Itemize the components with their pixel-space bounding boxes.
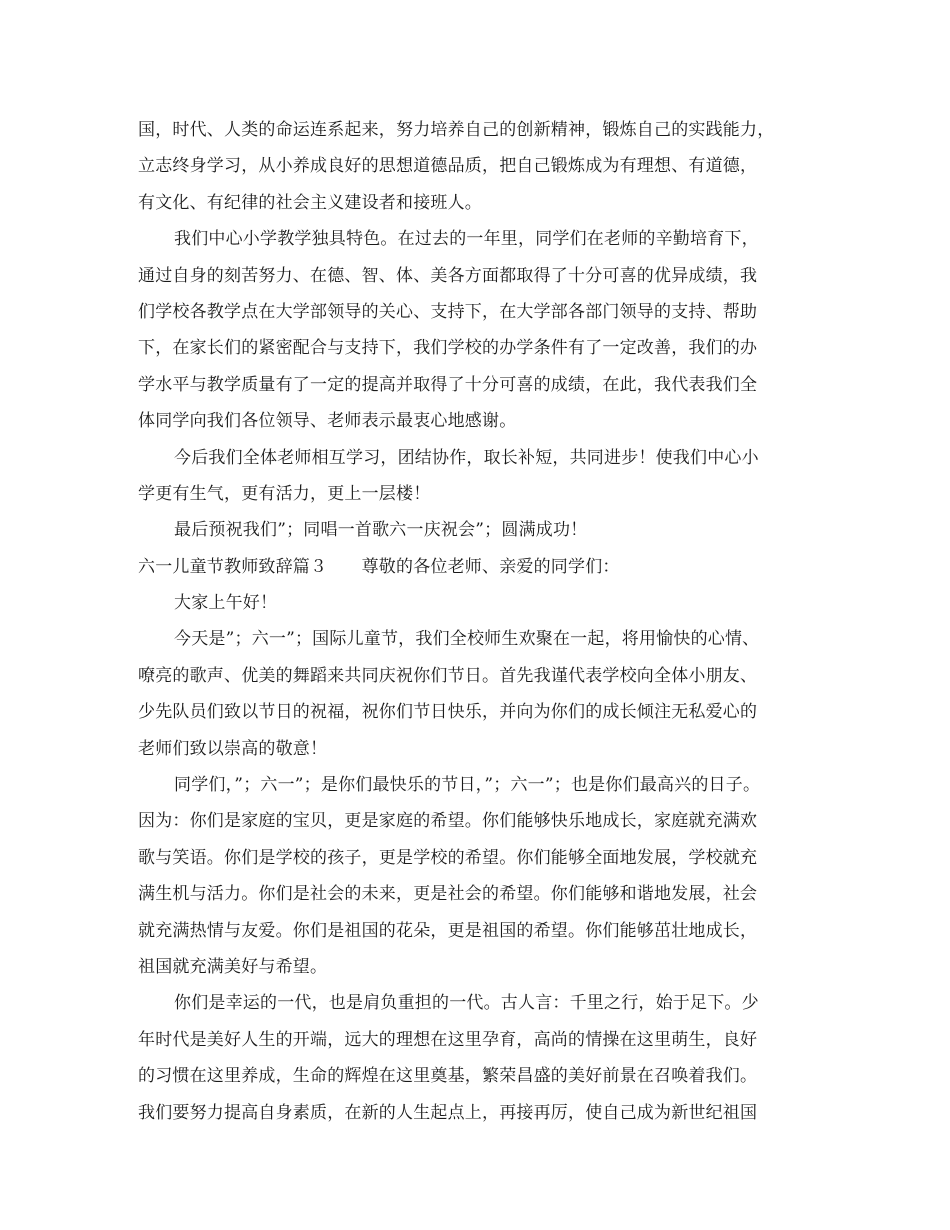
text-line: 体同学向我们各位领导、老师表示最衷心地感谢。 bbox=[138, 411, 517, 432]
text-line: 少先队员们致以节日的祝福，祝你们节日快乐，并向为你们的成长倾注无私爱心的 bbox=[138, 702, 758, 723]
text-line: 今天是”；六一”；国际儿童节，我们全校师生欢聚在一起，将用愉快的心情、 bbox=[174, 629, 760, 650]
text-line: 就充满热情与友爱。你们是祖国的花朵，更是祖国的希望。你们能够茁壮地成长， bbox=[138, 920, 758, 941]
text-line: 国，时代、人类的命运连系起来，努力培养自己的创新精神，锻炼自己的实践能力， bbox=[138, 120, 775, 140]
text-line: 满生机与活力。你们是社会的未来，更是社会的希望。你们能够和谐地发展，社会 bbox=[138, 884, 758, 905]
text-line: 我们要努力提高自身素质，在新的人生起点上，再接再厉，使自己成为新世纪祖国 bbox=[138, 1102, 758, 1123]
text-line: 有文化、有纪律的社会主义建设者和接班人。 bbox=[138, 192, 482, 213]
text-line: 下，在家长们的紧密配合与支持下，我们学校的办学条件有了一定改善，我们的办 bbox=[138, 338, 758, 359]
text-line: 最后预祝我们”；同唱一首歌六一庆祝会”；圆满成功！ bbox=[174, 520, 588, 541]
text-line: 们学校各教学点在大学部领导的关心、支持下，在大学部各部门领导的支持、帮助 bbox=[138, 301, 758, 322]
text-line: 你们是幸运的一代，也是肩负重担的一代。古人言：千里之行，始于足下。少 bbox=[174, 993, 759, 1014]
text-line: 的习惯在这里养成，生命的辉煌在这里奠基，繁荣昌盛的美好前景在召唤着我们。 bbox=[138, 1066, 758, 1087]
text-line: 学水平与教学质量有了一定的提高并取得了十分可喜的成绩，在此，我代表我们全 bbox=[138, 374, 758, 395]
text-line: 通过自身的刻苦努力、在德、智、体、美各方面都取得了十分可喜的优异成绩，我 bbox=[138, 265, 758, 286]
text-line: 歌与笑语。你们是学校的孩子，更是学校的希望。你们能够全面地发展，学校就充 bbox=[138, 847, 758, 868]
text-line: 我们中心小学教学独具特色。在过去的一年里，同学们在老师的辛勤培育下， bbox=[174, 229, 759, 250]
text-line: 同学们，”；六一”；是你们最快乐的节日，”；六一”；也是你们最高兴的日子。 bbox=[174, 775, 761, 796]
section-heading-line: 六一儿童节教师致辞篇３ 尊敬的各位老师、亲爱的同学们： bbox=[138, 556, 620, 577]
text-line: 因为：你们是家庭的宝贝，更是家庭的希望。你们能够快乐地成长，家庭就充满欢 bbox=[138, 811, 758, 832]
text-line: 大家上午好！ bbox=[174, 593, 278, 614]
text-line: 今后我们全体老师相互学习，团结协作，取长补短，共同进步！使我们中心小 bbox=[174, 447, 759, 468]
text-line: 学更有生气，更有活力，更上一层楼！ bbox=[138, 483, 431, 504]
text-line: 祖国就充满美好与希望。 bbox=[138, 956, 328, 977]
text-line: 老师们致以崇高的敬意！ bbox=[138, 738, 328, 759]
text-line: 年时代是美好人生的开端，远大的理想在这里孕育，高尚的情操在这里萌生，良好 bbox=[138, 1029, 758, 1050]
text-line: 嘹亮的歌声、优美的舞蹈来共同庆祝你们节日。首先我谨代表学校向全体小朋友、 bbox=[138, 665, 758, 686]
text-line: 立志终身学习，从小养成良好的思想道德品质，把自己锻炼成为有理想、有道德， bbox=[138, 156, 758, 177]
document-body bbox=[138, 112, 838, 1131]
